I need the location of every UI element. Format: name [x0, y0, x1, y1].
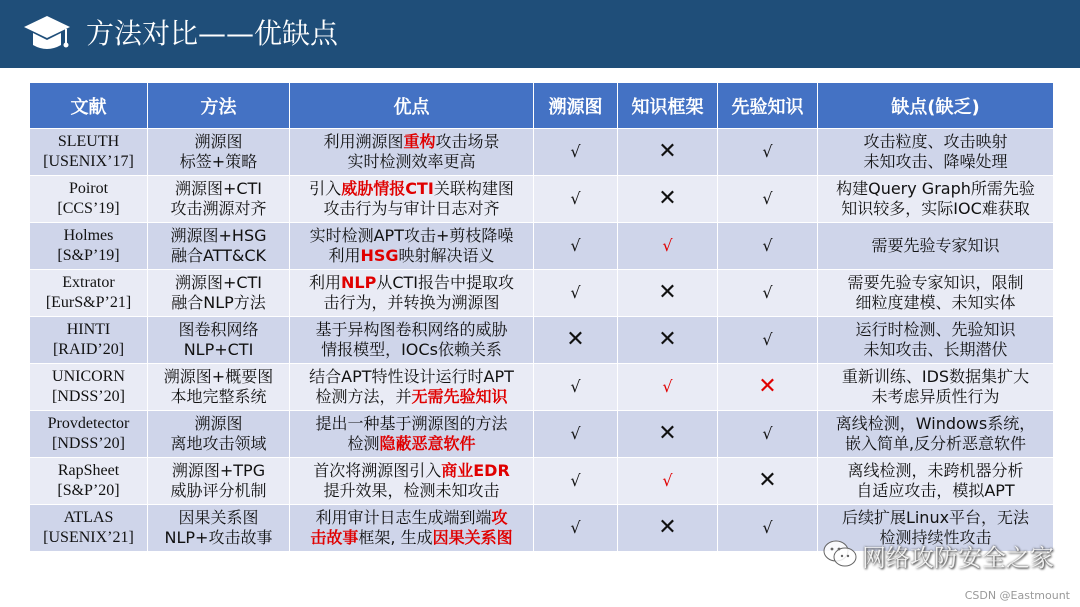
- advantage-text: 利用: [309, 273, 342, 292]
- page-title: 方法对比——优缺点: [86, 17, 339, 50]
- check-icon: √: [570, 424, 581, 443]
- advantage-text: 关联构建图: [433, 179, 514, 198]
- method-line: 溯源图: [194, 414, 243, 433]
- check-icon: √: [570, 189, 581, 208]
- disadvantage-line: 运行时检测、先验知识: [855, 320, 1016, 339]
- disadvantage-cell: [818, 317, 1054, 364]
- advantage-text: 结合APT特性设计运行时APT: [309, 367, 514, 386]
- highlight-text: 重构: [403, 132, 436, 151]
- advantage-text: 利用溯源图: [323, 132, 404, 151]
- method-line: 溯源图: [194, 132, 243, 151]
- method-line: 溯源图+TPG: [171, 461, 266, 480]
- reference-cell: [30, 411, 148, 458]
- advantage-cell: [290, 411, 534, 458]
- venue-label: [NDSS’20]: [52, 435, 125, 452]
- highlight-text: 无需先验知识: [411, 387, 508, 406]
- highlight-text: HSG: [360, 246, 399, 265]
- advantage-cell: [290, 364, 534, 411]
- prior-knowledge-mark: [718, 458, 818, 505]
- disadvantage-line: 未知攻击、降噪处理: [863, 152, 1008, 171]
- provenance-graph-mark: [534, 458, 618, 505]
- paper-name: Holmes: [63, 227, 114, 244]
- disadvantage-line: 未考虑异质性行为: [871, 387, 1000, 406]
- check-icon: √: [662, 236, 673, 255]
- wechat-icon: [822, 538, 858, 570]
- check-icon: √: [662, 377, 673, 396]
- column-header: 缺点(缺乏): [818, 83, 1054, 129]
- advantage-text: 实时检测APT攻击+剪枝降噪: [309, 226, 514, 245]
- reference-cell: [30, 505, 148, 552]
- advantage-text: 映射解决语义: [398, 246, 495, 265]
- advantage-cell: [290, 176, 534, 223]
- provenance-graph-mark: [534, 317, 618, 364]
- venue-label: [USENIX’17]: [43, 153, 134, 170]
- disadvantage-cell: [818, 270, 1054, 317]
- method-line: 融合NLP方法: [171, 293, 266, 312]
- disadvantage-line: 细粒度建模、未知实体: [855, 293, 1016, 312]
- paper-name: HINTI: [66, 321, 111, 338]
- disadvantage-cell: [818, 458, 1054, 505]
- table-row: [30, 317, 1054, 364]
- provenance-graph-mark: [534, 270, 618, 317]
- disadvantage-line: 自适应攻击，模拟APT: [856, 481, 1015, 500]
- method-cell: [148, 223, 290, 270]
- paper-name: Provdetector: [47, 415, 130, 432]
- method-line: NLP+攻击故事: [164, 528, 273, 547]
- table-row: [30, 458, 1054, 505]
- knowledge-framework-mark: [618, 458, 718, 505]
- prior-knowledge-mark: [718, 270, 818, 317]
- disadvantage-line: 离线检测，Windows系统，: [835, 414, 1036, 433]
- method-line: 本地完整系统: [170, 387, 267, 406]
- table-row: [30, 176, 1054, 223]
- column-header: 先验知识: [718, 83, 818, 129]
- disadvantage-line: 嵌入简单,反分析恶意软件: [844, 434, 1027, 453]
- check-icon: √: [570, 518, 581, 537]
- venue-label: [USENIX’21]: [43, 529, 134, 546]
- prior-knowledge-mark: [718, 176, 818, 223]
- paper-name: SLEUTH: [57, 133, 120, 150]
- advantage-cell: [290, 270, 534, 317]
- highlight-text: 攻: [491, 508, 508, 527]
- method-cell: [148, 505, 290, 552]
- column-header: 知识框架: [618, 83, 718, 129]
- advantage-text: 击行为，并转换为溯源图: [323, 293, 500, 312]
- advantage-text: 攻击场景: [435, 132, 500, 151]
- provenance-graph-mark: [534, 223, 618, 270]
- table-row: [30, 270, 1054, 317]
- cross-icon: ✕: [658, 185, 677, 211]
- method-line: 离地攻击领域: [170, 434, 267, 453]
- check-icon: √: [762, 518, 773, 537]
- table-row: [30, 129, 1054, 176]
- method-line: 溯源图+概要图: [163, 367, 274, 386]
- check-icon: √: [570, 283, 581, 302]
- knowledge-framework-mark: [618, 129, 718, 176]
- column-header: 溯源图: [534, 83, 618, 129]
- prior-knowledge-mark: [718, 129, 818, 176]
- table-row: [30, 411, 1054, 458]
- provenance-graph-mark: [534, 176, 618, 223]
- disadvantage-line: 未知攻击、长期潜伏: [863, 340, 1008, 359]
- method-line: 攻击溯源对齐: [170, 199, 267, 218]
- disadvantage-line: 检测持续性攻击: [879, 528, 992, 547]
- advantage-text: 实时检测效率更高: [347, 152, 476, 171]
- advantage-cell: [290, 317, 534, 364]
- cross-icon: ✕: [758, 373, 777, 399]
- reference-cell: [30, 129, 148, 176]
- advantage-text: 引入: [309, 179, 342, 198]
- reference-cell: [30, 176, 148, 223]
- check-icon: √: [762, 142, 773, 161]
- method-line: 标签+策略: [179, 152, 258, 171]
- disadvantage-cell: [818, 411, 1054, 458]
- credit-text: CSDN @Eastmount: [964, 589, 1070, 602]
- cross-icon: ✕: [658, 326, 677, 352]
- method-line: 威胁评分机制: [170, 481, 267, 500]
- prior-knowledge-mark: [718, 317, 818, 364]
- venue-label: [S&P’20]: [57, 482, 120, 499]
- disadvantage-line: 需要先验专家知识: [871, 236, 1000, 255]
- venue-label: [RAID’20]: [52, 341, 125, 358]
- cross-icon: ✕: [566, 326, 585, 352]
- column-header: 优点: [290, 83, 534, 129]
- disadvantage-cell: [818, 129, 1054, 176]
- advantage-text: 从CTI报告中提取攻: [376, 273, 514, 292]
- reference-cell: [30, 317, 148, 364]
- check-icon: √: [762, 189, 773, 208]
- disadvantage-line: 后续扩展Linux平台，无法: [841, 508, 1030, 527]
- method-cell: [148, 129, 290, 176]
- check-icon: √: [570, 377, 581, 396]
- check-icon: √: [762, 424, 773, 443]
- knowledge-framework-mark: [618, 317, 718, 364]
- prior-knowledge-mark: [718, 411, 818, 458]
- disadvantage-line: 攻击粒度、攻击映射: [863, 132, 1008, 151]
- paper-name: RapSheet: [57, 462, 120, 479]
- reference-cell: [30, 223, 148, 270]
- table-header-row: [30, 83, 1054, 129]
- advantage-text: 基于异构图卷积网络的威胁: [315, 320, 508, 339]
- method-line: 溯源图+CTI: [174, 273, 263, 292]
- venue-label: [NDSS’20]: [52, 388, 125, 405]
- check-icon: √: [570, 471, 581, 490]
- comparison-table: [29, 82, 1054, 552]
- disadvantage-cell: [818, 364, 1054, 411]
- check-icon: √: [570, 236, 581, 255]
- paper-name: UNICORN: [52, 368, 125, 385]
- watermark: [822, 536, 1052, 576]
- method-line: 因果关系图: [178, 508, 259, 527]
- advantage-text: 提升效果，检测未知攻击: [323, 481, 500, 500]
- knowledge-framework-mark: [618, 176, 718, 223]
- cross-icon: ✕: [658, 138, 677, 164]
- method-line: 溯源图+HSG: [170, 226, 267, 245]
- advantage-text: 提出一种基于溯源图的方法: [315, 414, 508, 433]
- check-icon: √: [762, 330, 773, 349]
- header-bar: [0, 0, 1080, 68]
- highlight-text: 击故事: [310, 528, 359, 547]
- cross-icon: ✕: [758, 467, 777, 493]
- prior-knowledge-mark: [718, 505, 818, 552]
- venue-label: [EurS&P’21]: [45, 294, 132, 311]
- provenance-graph-mark: [534, 364, 618, 411]
- advantage-text: 利用: [328, 246, 361, 265]
- paper-name: Poirot: [68, 180, 109, 197]
- disadvantage-line: 构建Query Graph所需先验: [836, 179, 1035, 198]
- advantage-cell: [290, 505, 534, 552]
- highlight-text: 商业EDR: [441, 461, 510, 480]
- disadvantage-cell: [818, 223, 1054, 270]
- graduation-cap-icon: [22, 12, 72, 56]
- advantage-cell: [290, 129, 534, 176]
- method-line: 图卷积网络: [178, 320, 259, 339]
- advantage-text: 攻击行为与审计日志对齐: [323, 199, 500, 218]
- disadvantage-cell: [818, 176, 1054, 223]
- advantage-text: 检测方法，并: [315, 387, 412, 406]
- disadvantage-line: 离线检测，未跨机器分析: [847, 461, 1024, 480]
- check-icon: √: [762, 283, 773, 302]
- method-line: NLP+CTI: [183, 340, 254, 359]
- column-header: 文献: [30, 83, 148, 129]
- provenance-graph-mark: [534, 505, 618, 552]
- venue-label: [S&P’19]: [57, 247, 120, 264]
- venue-label: [CCS’19]: [57, 200, 120, 217]
- reference-cell: [30, 364, 148, 411]
- knowledge-framework-mark: [618, 505, 718, 552]
- advantage-cell: [290, 223, 534, 270]
- advantage-text: 框架, 生成: [358, 528, 433, 547]
- prior-knowledge-mark: [718, 364, 818, 411]
- highlight-text: 因果关系图: [432, 528, 513, 547]
- watermark-text: 网络攻防安全之家: [862, 544, 1054, 572]
- method-cell: [148, 317, 290, 364]
- method-cell: [148, 270, 290, 317]
- knowledge-framework-mark: [618, 270, 718, 317]
- advantage-text: 利用审计日志生成端到端: [315, 508, 492, 527]
- advantage-cell: [290, 458, 534, 505]
- provenance-graph-mark: [534, 129, 618, 176]
- reference-cell: [30, 270, 148, 317]
- reference-cell: [30, 458, 148, 505]
- check-icon: √: [762, 236, 773, 255]
- check-icon: √: [662, 471, 673, 490]
- method-cell: [148, 176, 290, 223]
- advantage-text: 检测: [347, 434, 380, 453]
- highlight-text: 威胁情报CTI: [341, 179, 434, 198]
- disadvantage-line: 重新训练、IDS数据集扩大: [841, 367, 1030, 386]
- highlight-text: 隐蔽恶意软件: [379, 434, 476, 453]
- highlight-text: NLP: [341, 273, 377, 292]
- cross-icon: ✕: [658, 279, 677, 305]
- knowledge-framework-mark: [618, 411, 718, 458]
- knowledge-framework-mark: [618, 364, 718, 411]
- check-icon: √: [570, 142, 581, 161]
- paper-name: ATLAS: [63, 509, 114, 526]
- prior-knowledge-mark: [718, 223, 818, 270]
- method-cell: [148, 458, 290, 505]
- method-line: 溯源图+CTI: [174, 179, 263, 198]
- cross-icon: ✕: [658, 514, 677, 540]
- provenance-graph-mark: [534, 411, 618, 458]
- advantage-text: 首次将溯源图引入: [313, 461, 442, 480]
- table-row: [30, 364, 1054, 411]
- disadvantage-line: 需要先验专家知识，限制: [847, 273, 1024, 292]
- method-cell: [148, 411, 290, 458]
- method-line: 融合ATT&CK: [170, 246, 267, 265]
- column-header: 方法: [148, 83, 290, 129]
- advantage-text: 情报模型，IOCs依赖关系: [321, 340, 502, 359]
- disadvantage-line: 知识较多，实际IOC难获取: [841, 199, 1030, 218]
- method-cell: [148, 364, 290, 411]
- knowledge-framework-mark: [618, 223, 718, 270]
- cross-icon: ✕: [658, 420, 677, 446]
- paper-name: Extrator: [62, 274, 115, 291]
- table-row: [30, 223, 1054, 270]
